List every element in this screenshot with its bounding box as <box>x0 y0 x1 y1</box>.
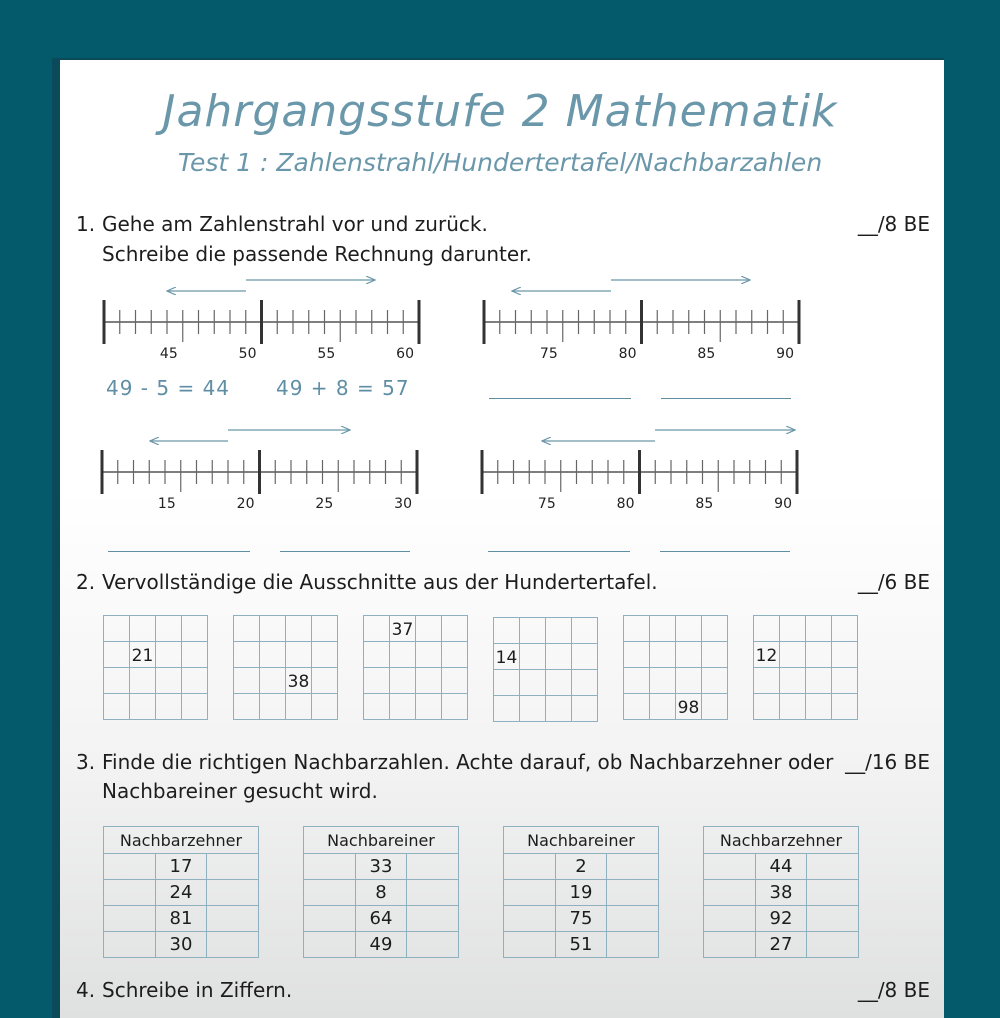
solution-backward: 49 - 5 = 44 <box>106 376 231 400</box>
empty-cell[interactable] <box>650 694 676 720</box>
answer-cell-lower[interactable] <box>704 932 756 958</box>
empty-cell[interactable] <box>676 642 702 668</box>
answer-cell-lower[interactable] <box>704 880 756 906</box>
empty-cell[interactable] <box>156 616 182 642</box>
answer-cell-upper[interactable] <box>207 854 259 880</box>
answer-cell-upper[interactable] <box>207 906 259 932</box>
empty-cell[interactable] <box>806 642 832 668</box>
table-header: Nachbareiner <box>504 827 659 854</box>
empty-cell[interactable] <box>182 642 208 668</box>
empty-cell[interactable] <box>286 642 312 668</box>
number-line-label: 20 <box>236 496 255 512</box>
empty-cell[interactable] <box>390 694 416 720</box>
empty-cell[interactable] <box>182 694 208 720</box>
empty-cell[interactable] <box>182 616 208 642</box>
empty-cell[interactable] <box>416 616 442 642</box>
empty-cell[interactable] <box>572 670 598 696</box>
empty-cell[interactable] <box>104 642 130 668</box>
answer-cell-upper[interactable] <box>807 880 859 906</box>
empty-cell[interactable] <box>546 696 572 722</box>
hundred-chart-excerpt <box>623 615 728 720</box>
empty-cell[interactable] <box>182 668 208 694</box>
empty-cell[interactable] <box>520 670 546 696</box>
neighbor-table <box>703 826 859 958</box>
q1-instruction-2: Schreibe die passende Rechnung darunter. <box>102 242 532 266</box>
empty-cell[interactable] <box>442 616 468 642</box>
empty-cell[interactable] <box>416 642 442 668</box>
hundred-chart-excerpt <box>493 617 598 722</box>
answer-cell-upper[interactable] <box>607 880 659 906</box>
empty-cell[interactable] <box>806 668 832 694</box>
empty-cell[interactable] <box>442 694 468 720</box>
number-line <box>102 450 417 512</box>
empty-cell[interactable] <box>780 616 806 642</box>
given-number-cell: 38 <box>286 668 312 694</box>
number-line-label: 15 <box>157 496 176 512</box>
answer-cell-lower[interactable] <box>704 854 756 880</box>
given-number-cell: 38 <box>756 880 807 906</box>
empty-cell[interactable] <box>832 668 858 694</box>
empty-cell[interactable] <box>234 616 260 642</box>
empty-cell[interactable] <box>832 642 858 668</box>
empty-cell[interactable] <box>572 618 598 644</box>
table-row <box>504 932 659 958</box>
q4-points: __/8 BE <box>857 978 930 1002</box>
empty-cell[interactable] <box>130 668 156 694</box>
empty-cell[interactable] <box>364 694 390 720</box>
empty-cell[interactable] <box>572 696 598 722</box>
empty-cell[interactable] <box>494 618 520 644</box>
empty-cell[interactable] <box>416 694 442 720</box>
empty-cell[interactable] <box>390 642 416 668</box>
number-line <box>482 450 797 512</box>
empty-cell[interactable] <box>650 642 676 668</box>
neighbor-table <box>303 826 459 958</box>
empty-cell[interactable] <box>702 642 728 668</box>
empty-cell[interactable] <box>702 694 728 720</box>
given-number-cell: 27 <box>756 932 807 958</box>
given-number-cell: 92 <box>756 906 807 932</box>
q3-points: __/16 BE <box>845 750 930 774</box>
table-header: Nachbareiner <box>304 827 459 854</box>
number-line-label: 30 <box>394 496 412 512</box>
answer-line[interactable] <box>280 551 410 552</box>
given-number-cell: 44 <box>756 854 807 880</box>
empty-cell[interactable] <box>104 616 130 642</box>
answer-cell-lower[interactable] <box>304 906 356 932</box>
table-row <box>304 906 459 932</box>
answer-cell-upper[interactable] <box>607 906 659 932</box>
empty-cell[interactable] <box>780 668 806 694</box>
answer-cell-upper[interactable] <box>607 854 659 880</box>
empty-cell[interactable] <box>754 616 780 642</box>
empty-cell[interactable] <box>572 644 598 670</box>
answer-cell-upper[interactable] <box>207 932 259 958</box>
solution-forward: 49 + 8 = 57 <box>276 376 410 400</box>
empty-cell[interactable] <box>494 696 520 722</box>
empty-cell[interactable] <box>130 694 156 720</box>
q3-number: 3. <box>76 750 96 774</box>
table-row <box>504 906 659 932</box>
given-number-cell: 98 <box>676 694 702 720</box>
empty-cell[interactable] <box>364 616 390 642</box>
empty-cell[interactable] <box>546 618 572 644</box>
answer-cell-upper[interactable] <box>807 932 859 958</box>
number-line-label: 90 <box>774 496 792 512</box>
answer-cell-upper[interactable] <box>807 854 859 880</box>
page-subtitle: Test 1 : Zahlenstrahl/Hundertertafel/Nachbarzahlen <box>177 148 823 177</box>
number-line-label: 85 <box>697 346 716 362</box>
empty-cell[interactable] <box>364 668 390 694</box>
empty-cell[interactable] <box>754 668 780 694</box>
empty-cell[interactable] <box>624 694 650 720</box>
answer-line[interactable] <box>108 551 250 552</box>
number-line-label: 55 <box>317 346 336 362</box>
empty-cell[interactable] <box>312 668 338 694</box>
answer-cell-lower[interactable] <box>704 906 756 932</box>
q2-number: 2. <box>76 570 96 594</box>
empty-cell[interactable] <box>234 642 260 668</box>
number-line-label: 25 <box>315 496 334 512</box>
answer-cell-upper[interactable] <box>407 854 459 880</box>
answer-cell-lower[interactable] <box>304 880 356 906</box>
empty-cell[interactable] <box>546 644 572 670</box>
q2-instruction: Vervollständige die Ausschnitte aus der Hundertertafel. <box>102 570 658 594</box>
empty-cell[interactable] <box>156 668 182 694</box>
empty-cell[interactable] <box>780 694 806 720</box>
empty-cell[interactable] <box>494 670 520 696</box>
empty-cell[interactable] <box>260 642 286 668</box>
empty-cell[interactable] <box>104 668 130 694</box>
empty-cell[interactable] <box>832 616 858 642</box>
answer-cell-upper[interactable] <box>407 932 459 958</box>
hundred-chart-excerpt <box>103 615 208 720</box>
empty-cell[interactable] <box>676 668 702 694</box>
empty-cell[interactable] <box>676 616 702 642</box>
empty-cell[interactable] <box>780 642 806 668</box>
empty-cell[interactable] <box>624 642 650 668</box>
empty-cell[interactable] <box>702 616 728 642</box>
table-row <box>704 880 859 906</box>
empty-cell[interactable] <box>754 694 780 720</box>
answer-cell-upper[interactable] <box>607 932 659 958</box>
given-number-cell: 19 <box>556 880 607 906</box>
neighbor-table <box>103 826 259 958</box>
empty-cell[interactable] <box>260 694 286 720</box>
answer-cell-lower[interactable] <box>304 932 356 958</box>
empty-cell[interactable] <box>650 668 676 694</box>
given-number-cell: 8 <box>356 880 407 906</box>
empty-cell[interactable] <box>312 642 338 668</box>
given-number-cell: 51 <box>556 932 607 958</box>
table-header: Nachbarzehner <box>104 827 259 854</box>
empty-cell[interactable] <box>234 694 260 720</box>
given-number-cell: 17 <box>156 854 207 880</box>
answer-cell-upper[interactable] <box>407 880 459 906</box>
empty-cell[interactable] <box>442 642 468 668</box>
q3-instruction-2: Nachbareiner gesucht wird. <box>102 779 378 803</box>
number-line-label: 80 <box>618 346 637 362</box>
table-row <box>304 854 459 880</box>
q4-number: 4. <box>76 978 96 1002</box>
empty-cell[interactable] <box>260 668 286 694</box>
table-row <box>704 932 859 958</box>
table-row <box>704 854 859 880</box>
empty-cell[interactable] <box>702 668 728 694</box>
given-number-cell: 30 <box>156 932 207 958</box>
given-number-cell: 21 <box>130 642 156 668</box>
empty-cell[interactable] <box>624 616 650 642</box>
answer-line[interactable] <box>489 398 631 399</box>
answer-cell-lower[interactable] <box>304 854 356 880</box>
number-line <box>104 300 419 362</box>
q4-instruction: Schreibe in Ziffern. <box>102 978 293 1002</box>
number-line <box>484 300 799 362</box>
number-line-label: 85 <box>695 496 714 512</box>
table-row <box>104 932 259 958</box>
number-line-label: 45 <box>159 346 178 362</box>
empty-cell[interactable] <box>130 616 156 642</box>
empty-cell[interactable] <box>416 668 442 694</box>
hundred-chart-excerpt <box>233 615 338 720</box>
number-line-label: 50 <box>238 346 257 362</box>
answer-cell-lower[interactable] <box>504 854 556 880</box>
empty-cell[interactable] <box>104 694 130 720</box>
table-row <box>504 880 659 906</box>
empty-cell[interactable] <box>390 668 416 694</box>
empty-cell[interactable] <box>832 694 858 720</box>
table-row <box>304 880 459 906</box>
given-number-cell: 81 <box>156 906 207 932</box>
given-number-cell: 64 <box>356 906 407 932</box>
answer-line[interactable] <box>660 551 790 552</box>
empty-cell[interactable] <box>520 644 546 670</box>
table-row <box>104 880 259 906</box>
hundred-chart-excerpt <box>363 615 468 720</box>
empty-cell[interactable] <box>312 616 338 642</box>
given-number-cell: 49 <box>356 932 407 958</box>
number-line-label: 60 <box>396 346 414 362</box>
answer-cell-lower[interactable] <box>104 906 156 932</box>
given-number-cell: 12 <box>754 642 780 668</box>
empty-cell[interactable] <box>286 616 312 642</box>
number-line-label: 75 <box>539 346 558 362</box>
table-row <box>504 854 659 880</box>
answer-cell-upper[interactable] <box>207 880 259 906</box>
given-number-cell: 14 <box>494 644 520 670</box>
empty-cell[interactable] <box>624 668 650 694</box>
answer-cell-lower[interactable] <box>104 932 156 958</box>
answer-cell-lower[interactable] <box>504 880 556 906</box>
given-number-cell: 33 <box>356 854 407 880</box>
answer-cell-lower[interactable] <box>104 854 156 880</box>
table-header: Nachbarzehner <box>704 827 859 854</box>
answer-line[interactable] <box>661 398 791 399</box>
given-number-cell: 24 <box>156 880 207 906</box>
answer-cell-lower[interactable] <box>504 906 556 932</box>
table-row <box>304 932 459 958</box>
answer-cell-lower[interactable] <box>104 880 156 906</box>
given-number-cell: 37 <box>390 616 416 642</box>
table-row <box>104 906 259 932</box>
answer-line[interactable] <box>488 551 630 552</box>
empty-cell[interactable] <box>520 618 546 644</box>
number-line-label: 90 <box>776 346 794 362</box>
answer-cell-upper[interactable] <box>407 906 459 932</box>
hundred-chart-excerpt <box>753 615 858 720</box>
empty-cell[interactable] <box>234 668 260 694</box>
answer-cell-lower[interactable] <box>504 932 556 958</box>
given-number-cell: 2 <box>556 854 607 880</box>
given-number-cell: 75 <box>556 906 607 932</box>
empty-cell[interactable] <box>546 670 572 696</box>
neighbor-table <box>503 826 659 958</box>
empty-cell[interactable] <box>364 642 390 668</box>
table-row <box>704 906 859 932</box>
number-line-label: 80 <box>616 496 635 512</box>
empty-cell[interactable] <box>286 694 312 720</box>
answer-cell-upper[interactable] <box>807 906 859 932</box>
q1-number: 1. <box>76 212 96 236</box>
empty-cell[interactable] <box>806 616 832 642</box>
q3-instruction: Finde die richtigen Nachbarzahlen. Achte darauf, ob Nachbarzehner oder <box>102 750 834 774</box>
empty-cell[interactable] <box>806 694 832 720</box>
empty-cell[interactable] <box>442 668 468 694</box>
empty-cell[interactable] <box>156 642 182 668</box>
page-title: Jahrgangsstufe 2 Mathematik <box>162 86 838 137</box>
empty-cell[interactable] <box>156 694 182 720</box>
empty-cell[interactable] <box>650 616 676 642</box>
empty-cell[interactable] <box>312 694 338 720</box>
empty-cell[interactable] <box>260 616 286 642</box>
table-row <box>104 854 259 880</box>
q1-points: __/8 BE <box>857 212 930 236</box>
q1-instruction: Gehe am Zahlenstrahl vor und zurück. <box>102 212 488 236</box>
q2-points: __/6 BE <box>857 570 930 594</box>
number-line-label: 75 <box>537 496 556 512</box>
empty-cell[interactable] <box>520 696 546 722</box>
